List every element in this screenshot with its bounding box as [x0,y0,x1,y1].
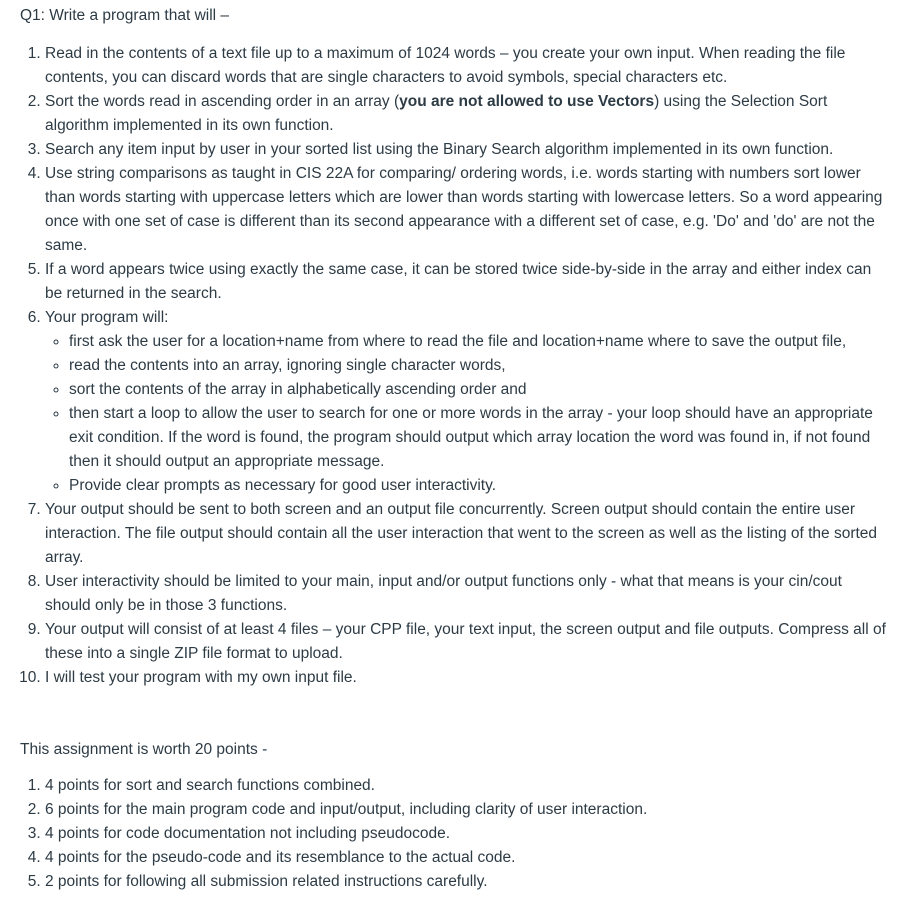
list-item: 3. Search any item input by user in your sorted list using the Binary Search algorithm implemented in its own function. [45,138,887,162]
program-steps-list [45,330,887,498]
list-item [45,306,887,498]
points-item: 5. 2 points for following all submission related instructions carefully. [45,870,887,894]
points-item: 1. 4 points for sort and search functions combined. [45,774,887,798]
item-text-bold: you are not allowed to use Vectors [399,93,655,110]
points-summary: This assignment is worth 20 points - [20,741,268,758]
list-item: 8. User interactivity should be limited to your main, input and/or output functions only - what that means is your cin/cout should only be in those 3 functions. [45,570,887,618]
item-text-after: ) using the Selection Sort algorithm implemented in its own function. [45,93,828,134]
item-text-before: Sort the words read in ascending order in an array ( [45,93,400,110]
list-item: 7. Your output should be sent to both screen and an output file concurrently. Screen output should contain the entire user interaction. The file output should contain all the user interaction that went to the screen as well as the listing of the sorted array. [45,498,887,570]
item-text: Your program will: [45,309,169,326]
list-item [45,90,887,138]
list-item: 10. I will test your program with my own input file. [45,666,887,690]
points-item: 2. 6 points for the main program code and input/output, including clarity of user interaction. [45,798,887,822]
list-item: 5. If a word appears twice using exactly the same case, it can be stored twice side-by-side in the array and either index can be returned in the search. [45,258,887,306]
sub-list-item: ◦ then start a loop to allow the user to search for one or more words in the array - your loop should have an appropriate exit condition. If the word is found, the program should output which array location the word was found in, if not found then it should output an appropriate message. [69,402,887,474]
list-item: 1. Read in the contents of a text file up to a maximum of 1024 words – you create your own input. When reading the file contents, you can discard words that are single characters to avoid symbols, special characters etc. [45,42,887,90]
sub-list-item: ◦ sort the contents of the array in alphabetically ascending order and [69,378,887,402]
sub-list-item: ◦ Provide clear prompts as necessary for good user interactivity. [69,474,887,498]
points-item: 3. 4 points for code documentation not including pseudocode. [45,822,887,846]
grading-points-list [20,774,887,894]
question-title: Q1: Write a program that will – [20,7,230,24]
sub-list-item: ◦ read the contents into an array, ignoring single character words, [69,354,887,378]
list-item: 9. Your output will consist of at least 4 files – your CPP file, your text input, the screen output and file outputs. Compress all of these into a single ZIP file format to upload. [45,618,887,666]
sub-list-item: ◦ first ask the user for a location+name from where to read the file and location+name where to save the output file, [69,330,887,354]
list-item: 4. Use string comparisons as taught in CIS 22A for comparing/ ordering words, i.e. words starting with numbers sort lower than words starting with uppercase letters which are lower than words starting with lowercase letters. So a word appearing once with one set of case is different than its second appearance with a different set of case, e.g. 'Do' and 'do' are not the same. [45,162,887,258]
requirements-list [20,42,887,690]
points-item: 4. 4 points for the pseudo-code and its resemblance to the actual code. [45,846,887,870]
